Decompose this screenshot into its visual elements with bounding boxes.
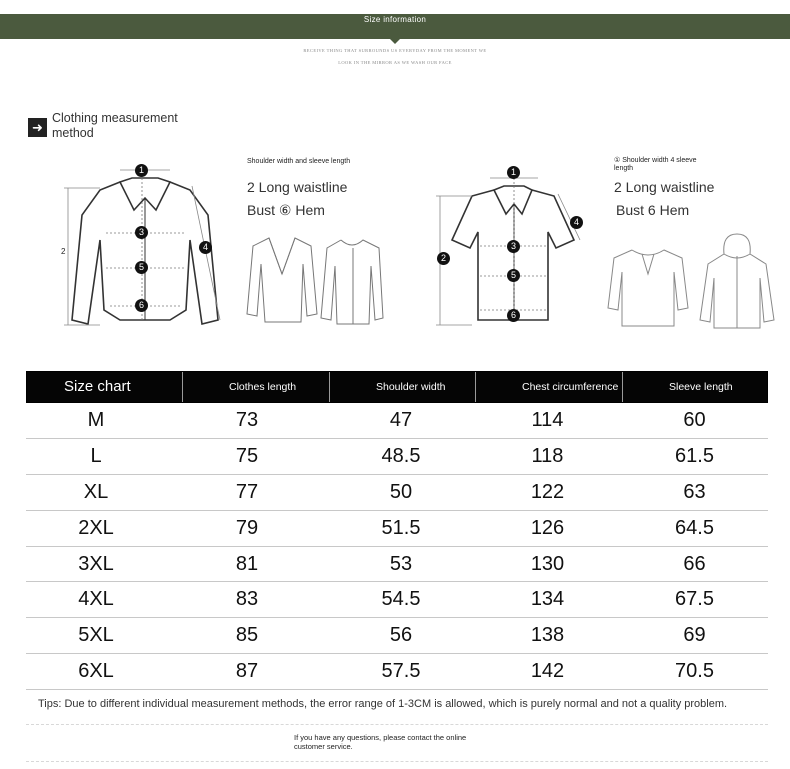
left-marker-1: 1: [135, 164, 148, 177]
left-diagram-note: Shoulder width and sleeve length: [247, 158, 351, 165]
table-row: [26, 511, 768, 547]
header-chest-circumference: Chest circumference: [475, 372, 622, 402]
right-diagram-line2: Bust 6 Hem: [616, 202, 690, 218]
table-row: [26, 475, 768, 511]
right-marker-3: 3: [507, 240, 520, 253]
table-cell: 134: [530, 588, 565, 611]
table-cell: 69: [683, 624, 706, 647]
left-marker-3: 3: [135, 226, 148, 239]
left-marker-2: 2: [61, 247, 66, 256]
table-cell: 67.5: [675, 588, 714, 611]
left-marker-5: 5: [135, 261, 148, 274]
right-marker-1: 1: [507, 166, 520, 179]
table-cell: 73: [235, 408, 259, 431]
banner-subtext-line2: LOOK IN THE MIRROR AS WE WASH OUR FACE: [338, 60, 452, 65]
banner-title: Size information: [363, 15, 427, 24]
table-cell: 63: [683, 480, 706, 503]
right-marker-2: 2: [437, 252, 450, 265]
table-cell: 56: [389, 624, 413, 647]
size-chart-table: [26, 371, 768, 690]
right-marker-4: 4: [570, 216, 583, 229]
table-cell: M: [87, 408, 105, 431]
table-cell: 142: [530, 660, 565, 683]
sweater-hoodie-sketches: [604, 232, 776, 332]
table-cell: L: [90, 444, 102, 467]
divider: [26, 724, 768, 725]
table-row: [26, 403, 768, 439]
table-cell: 64.5: [675, 516, 714, 539]
table-cell: XL: [83, 480, 109, 503]
arrow-right-icon: ➜: [28, 118, 47, 137]
table-cell: 126: [530, 516, 565, 539]
right-diagram-line1: 2 Long waistline: [614, 179, 715, 195]
table-cell: 81: [235, 552, 259, 575]
table-cell: 122: [530, 480, 565, 503]
table-cell: 3XL: [78, 552, 114, 575]
table-cell: 50: [389, 480, 413, 503]
table-cell: 6XL: [78, 660, 114, 683]
table-cell: 118: [531, 444, 564, 467]
table-cell: 48.5: [381, 444, 421, 467]
right-marker-6: 6: [507, 309, 520, 322]
table-cell: 79: [235, 516, 259, 539]
table-cell: 57.5: [381, 660, 421, 683]
table-cell: 53: [389, 552, 413, 575]
table-cell: 70.5: [675, 660, 714, 683]
table-cell: 87: [235, 660, 259, 683]
table-cell: 66: [683, 552, 706, 575]
banner-subtext-line1: RECEIVE THING THAT SURROUNDS US EVERYDAY FROM THE MOMENT WE: [303, 48, 487, 53]
banner-notch: [389, 38, 401, 46]
contact-text: If you have any questions, please contact the online customer service.: [294, 733, 467, 751]
table-cell: 54.5: [381, 588, 421, 611]
header-size-chart: Size chart: [64, 378, 131, 395]
header-shoulder-width: Shoulder width: [329, 372, 475, 402]
table-cell: 83: [235, 588, 259, 611]
table-cell: 47: [389, 408, 413, 431]
left-marker-6: 6: [135, 299, 148, 312]
table-cell: 114: [531, 408, 564, 431]
table-cell: 61.5: [675, 444, 714, 467]
table-cell: 51.5: [381, 516, 421, 539]
left-marker-4: 4: [199, 241, 212, 254]
table-row: [26, 654, 768, 690]
left-diagram-line2: Bust ⑥ Hem: [247, 202, 325, 218]
table-row: [26, 547, 768, 583]
table-cell: 5XL: [78, 624, 114, 647]
table-row: [26, 439, 768, 475]
table-cell: 138: [530, 624, 565, 647]
right-marker-5: 5: [507, 269, 520, 282]
table-cell: 60: [683, 408, 706, 431]
size-chart-body: [26, 403, 768, 690]
tips-text: Tips: Due to different individual measurement methods, the error range of 1-3CM is allowed, which is purely normal and not a quality problem.: [38, 698, 728, 710]
left-diagram-line1: 2 Long waistline: [247, 179, 348, 195]
header-sleeve-length: Sleeve length: [622, 372, 767, 402]
jacket-sketches: [245, 234, 385, 329]
table-cell: 130: [530, 552, 565, 575]
table-row: [26, 618, 768, 654]
right-diagram-note: ① Shoulder width 4 sleeve length: [614, 157, 697, 172]
table-cell: 2XL: [78, 516, 114, 539]
table-row: [26, 582, 768, 618]
table-cell: 77: [235, 480, 259, 503]
table-cell: 4XL: [78, 588, 114, 611]
table-cell: 85: [235, 624, 259, 647]
size-chart-header: [26, 371, 768, 403]
divider: [26, 761, 768, 762]
table-cell: 75: [235, 444, 259, 467]
method-label: Clothing measurement method: [52, 111, 178, 140]
header-clothes-length: Clothes length: [182, 372, 329, 402]
